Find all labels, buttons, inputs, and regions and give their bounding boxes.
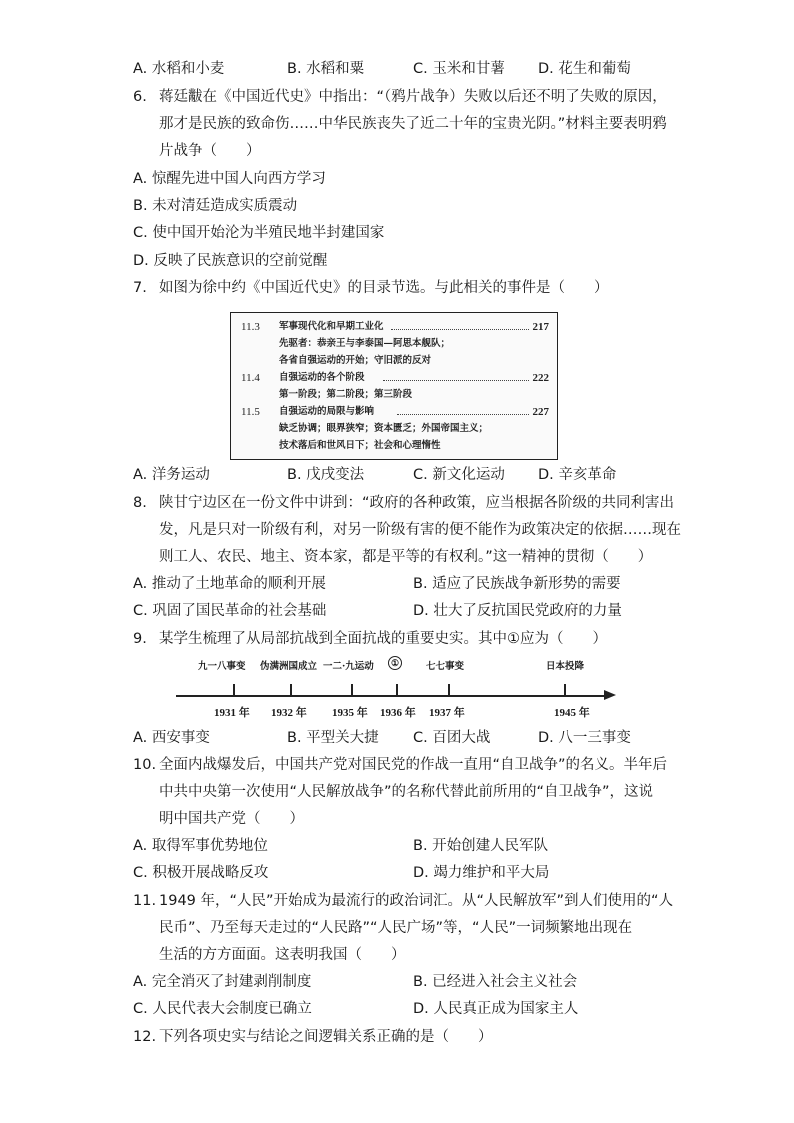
q7-number: 7. (133, 280, 147, 296)
q10-option-c: C. 积极开展战略反攻 (133, 865, 269, 881)
q8-number: 8. (133, 495, 147, 511)
timeline-unknown-event-marker: ① (388, 656, 402, 670)
toc-page-number: 222 (532, 372, 549, 384)
q11-number: 11. (133, 893, 157, 909)
toc-subentry: 先驱者：恭亲王与李泰国—阿思本舰队； (279, 338, 451, 349)
q8-option-b: B. 适应了民族战争新形势的需要 (413, 576, 621, 592)
toc-subentry: 技术落后和世风日下；社会和心理惰性 (279, 440, 441, 451)
toc-section-number: 11.5 (241, 406, 260, 418)
q12-stem: 下列各项史实与结论之间逻辑关系正确的是（ ） (159, 1029, 493, 1045)
q6-stem-line2: 那才是民族的致命伤……中华民族丧失了近二十年的宝贵光阴。”材料主要表明鸦 (159, 116, 667, 132)
timeline-year-label: 1937 年 (429, 707, 465, 719)
q10-stem-line3: 明中国共产党（ ） (159, 811, 304, 827)
q6-stem-line1: 蒋廷黻在《中国近代史》中指出：“（鸦片战争）失败以后还不明了失败的原因， (159, 89, 667, 105)
timeline-arrowhead (604, 690, 616, 700)
timeline-event-label: 七七事变 (426, 661, 465, 672)
table-of-contents-figure (230, 312, 558, 460)
q7-stem: 如图为徐中约《中国近代史》的目录节选。与此相关的事件是（ ） (159, 280, 609, 296)
q7-option-a: A. 洋务运动 (133, 467, 210, 483)
q9-option-c: C. 百团大战 (413, 730, 491, 746)
q6-number: 6. (133, 89, 147, 105)
q8-option-c: C. 巩固了国民革命的社会基础 (133, 603, 327, 619)
q12-number: 12. (133, 1029, 157, 1045)
q6-option-a: A. 惊醒先进中国人向西方学习 (133, 171, 326, 187)
timeline-event-label: 伪满洲国成立 (260, 661, 318, 672)
q10-stem-line2: 中共中央第一次使用“人民解放战争”的名称代替此前所用的“自卫战争”，这说 (159, 784, 654, 800)
toc-subentry: 第一阶段；第二阶段；第三阶段 (279, 389, 413, 400)
q9-option-a: A. 西安事变 (133, 730, 210, 746)
q11-option-d: D. 人民真正成为国家主人 (413, 1001, 579, 1017)
q8-stem-line1: 陕甘宁边区在一份文件中讲到：“政府的各种政策，应当根据各阶级的共同利害出 (159, 495, 675, 511)
q7-option-b: B. 戊戌变法 (287, 467, 365, 483)
toc-section-title: 军事现代化和早期工业化 (279, 321, 384, 332)
q8-option-a: A. 推动了土地革命的顺利开展 (133, 576, 326, 592)
toc-section-number: 11.4 (241, 372, 260, 384)
timeline-year-label: 1931 年 (214, 707, 250, 719)
timeline-tick (233, 684, 235, 696)
toc-leader-dots (391, 329, 529, 330)
q6-option-d: D. 反映了民族意识的空前觉醒 (133, 253, 328, 269)
q7-option-c: C. 新文化运动 (413, 467, 505, 483)
q5-option-c: C. 玉米和甘薯 (413, 61, 505, 77)
q8-stem-line2: 发，凡是只对一阶级有利，对另一阶级有害的便不能作为政策决定的依据……现在 (159, 522, 681, 538)
timeline-event-label: 日本投降 (546, 661, 585, 672)
timeline-year-label: 1936 年 (380, 707, 416, 719)
q9-option-b: B. 平型关大捷 (287, 730, 379, 746)
toc-page-number: 217 (532, 321, 549, 333)
toc-section-number: 11.3 (241, 321, 260, 333)
q10-option-b: B. 开始创建人民军队 (413, 838, 549, 854)
q10-option-d: D. 竭力维护和平大局 (413, 865, 550, 881)
q10-stem-line1: 全面内战爆发后，中国共产党对国民党的作战一直用“自卫战争”的名义。半年后 (159, 757, 668, 773)
q11-option-b: B. 已经进入社会主义社会 (413, 974, 578, 990)
q7-option-d: D. 辛亥革命 (538, 467, 617, 483)
q6-stem-line3: 片战争（ ） (159, 143, 261, 159)
q11-stem-line3: 生活的方方面面。这表明我国（ ） (159, 947, 406, 963)
q10-option-a: A. 取得军事优势地位 (133, 838, 268, 854)
timeline-tick (351, 684, 353, 696)
q8-stem-line3: 则工人、农民、地主、资本家，都是平等的有权利。”这一精神的贯彻（ ） (159, 549, 653, 565)
q5-option-d: D. 花生和葡萄 (538, 61, 631, 77)
q9-option-d: D. 八一三事变 (538, 730, 631, 746)
toc-page-number: 227 (532, 406, 549, 418)
q8-option-d: D. 壮大了反抗国民党政府的力量 (413, 603, 622, 619)
q11-stem-line2: 民币”、乃至每天走过的“人民路”“人民广场”等，“人民”一词频繁地出现在 (159, 920, 633, 936)
timeline-figure (168, 658, 628, 728)
q5-option-b: B. 水稻和粟 (287, 61, 365, 77)
toc-subentry: 各省自强运动的开始；守旧派的反对 (279, 355, 432, 366)
q11-option-a: A. 完全消灭了封建剥削制度 (133, 974, 312, 990)
toc-leader-dots (397, 414, 529, 415)
q6-option-b: B. 未对清廷造成实质震动 (133, 198, 298, 214)
timeline-axis (176, 695, 608, 697)
timeline-year-label: 1932 年 (271, 707, 307, 719)
timeline-tick (448, 684, 450, 696)
toc-section-11-3 (231, 319, 557, 335)
toc-section-title: 自强运动的各个阶段 (279, 372, 365, 383)
timeline-event-label: 九一八事变 (198, 661, 246, 672)
q5-option-a: A. 水稻和小麦 (133, 61, 225, 77)
timeline-event-label: 一二·九运动 (323, 661, 374, 672)
q11-option-c: C. 人民代表大会制度已确立 (133, 1001, 312, 1017)
timeline-year-label: 1945 年 (554, 707, 590, 719)
timeline-tick (290, 684, 292, 696)
timeline-tick (396, 684, 398, 696)
q9-stem: 某学生梳理了从局部抗战到全面抗战的重要史实。其中①应为（ ） (159, 631, 607, 647)
timeline-year-label: 1935 年 (332, 707, 368, 719)
q9-number: 9. (133, 631, 147, 647)
q11-stem-line1: 1949 年，“人民”开始成为最流行的政治词汇。从“人民解放军”到人们使用的“人 (159, 893, 674, 909)
q10-number: 10. (133, 757, 157, 773)
q6-option-c: C. 使中国开始沦为半殖民地半封建国家 (133, 225, 385, 241)
toc-leader-dots (383, 380, 529, 381)
toc-section-11-5 (231, 404, 557, 420)
timeline-tick (564, 684, 566, 696)
toc-section-11-4 (231, 370, 557, 386)
toc-subentry: 缺乏协调；眼界狭窄；资本匮乏；外国帝国主义； (279, 423, 489, 434)
toc-section-title: 自强运动的局限与影响 (279, 406, 375, 417)
